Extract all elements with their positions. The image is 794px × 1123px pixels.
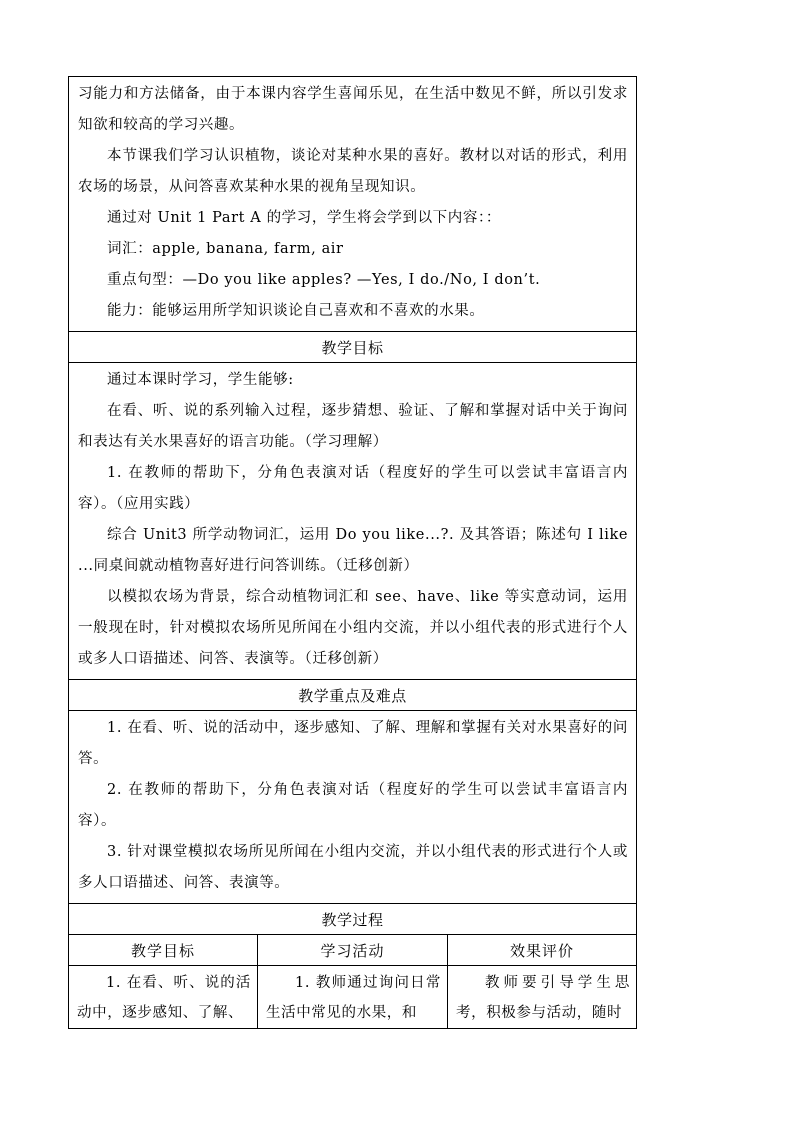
column-header-activity: 学习活动 — [258, 935, 448, 966]
goals-cell — [69, 363, 637, 680]
process-body-row — [69, 966, 637, 1029]
column-header-goal: 教学目标 — [69, 935, 258, 966]
key-points-cell — [69, 711, 637, 904]
analysis-paragraph: 本节课我们学习认识植物，谈论对某种水果的喜好。教材以对话的形式，利用农场的场景，从问答喜欢某种水果的视角呈现知识。 — [78, 148, 629, 195]
analysis-paragraph: 习能力和方法储备，由于本课内容学生喜闻乐见，在生活中数见不鲜，所以引发求知欲和较高的学习兴趣。 — [78, 86, 629, 133]
goals-paragraph: 综合 Unit3 所学动物词汇，运用 Do you like...?. 及其答语；陈述句 I like ...同桌间就动植物喜好进行问答训练。（迁移创新） — [78, 527, 629, 574]
key-points-heading: 教学重点及难点 — [69, 680, 637, 711]
process-activity-text: 1. 教师通过询问日常生活中常见的水果，和 — [266, 975, 441, 1021]
key-point-paragraph: 1. 在看、听、说的活动中，逐步感知、了解、理解和掌握有关对水果喜好的问答。 — [78, 720, 629, 767]
key-points-header-row — [69, 680, 637, 711]
analysis-paragraph: 通过对 Unit 1 Part A 的学习，学生将会学到以下内容：： — [107, 210, 501, 226]
goals-paragraph: 在看、听、说的系列输入过程，逐步猜想、验证、了解和掌握对话中关于询问和表达有关水果喜好的语言功能。（学习理解） — [78, 403, 629, 450]
process-evaluation-cell — [448, 966, 637, 1029]
goals-heading: 教学目标 — [69, 332, 637, 363]
analysis-row — [69, 77, 637, 332]
ability-line: 能力：能够运用所学知识谈论自己喜欢和不喜欢的水果。 — [107, 303, 485, 319]
key-points-row — [69, 711, 637, 904]
process-goal-cell — [69, 966, 258, 1029]
key-point-paragraph: 3. 针对课堂模拟农场所见所闻在小组内交流，并以小组代表的形式进行个人或多人口语描述、问答、表演等。 — [78, 844, 629, 891]
process-columns-row — [69, 935, 637, 966]
goals-paragraph: 通过本课时学习，学生能够: — [107, 372, 294, 388]
process-activity-cell — [258, 966, 448, 1029]
goals-paragraph: 以模拟农场为背景，综合动植物词汇和 see、have、like 等实意动词，运用一般现在时，针对模拟农场所见所闻在小组内交流，并以小组代表的形式进行个人或多人口语描述、问答、表演等。（迁移创新） — [78, 589, 629, 667]
column-header-evaluation: 效果评价 — [448, 935, 637, 966]
key-point-paragraph: 2. 在教师的帮助下，分角色表演对话（程度好的学生可以尝试丰富语言内容）。 — [78, 782, 629, 829]
goals-paragraph: 1. 在教师的帮助下，分角色表演对话（程度好的学生可以尝试丰富语言内容）。（应用实践） — [78, 465, 629, 512]
process-goal-text: 1. 在看、听、说的活动中，逐步感知、了解、 — [77, 975, 251, 1021]
process-heading: 教学过程 — [69, 904, 637, 935]
analysis-cell — [69, 77, 637, 332]
process-header-row — [69, 904, 637, 935]
key-sentence-line: 重点句型：—Do you like apples? —Yes, I do./No, I don’t. — [107, 272, 541, 288]
lesson-plan-table — [68, 76, 637, 1029]
vocabulary-line: 词汇：apple, banana, farm, air — [107, 241, 344, 257]
goals-row — [69, 363, 637, 680]
process-evaluation-text: 教师要引导学生思考，积极参与活动，随时 — [456, 975, 631, 1021]
goals-header-row — [69, 332, 637, 363]
